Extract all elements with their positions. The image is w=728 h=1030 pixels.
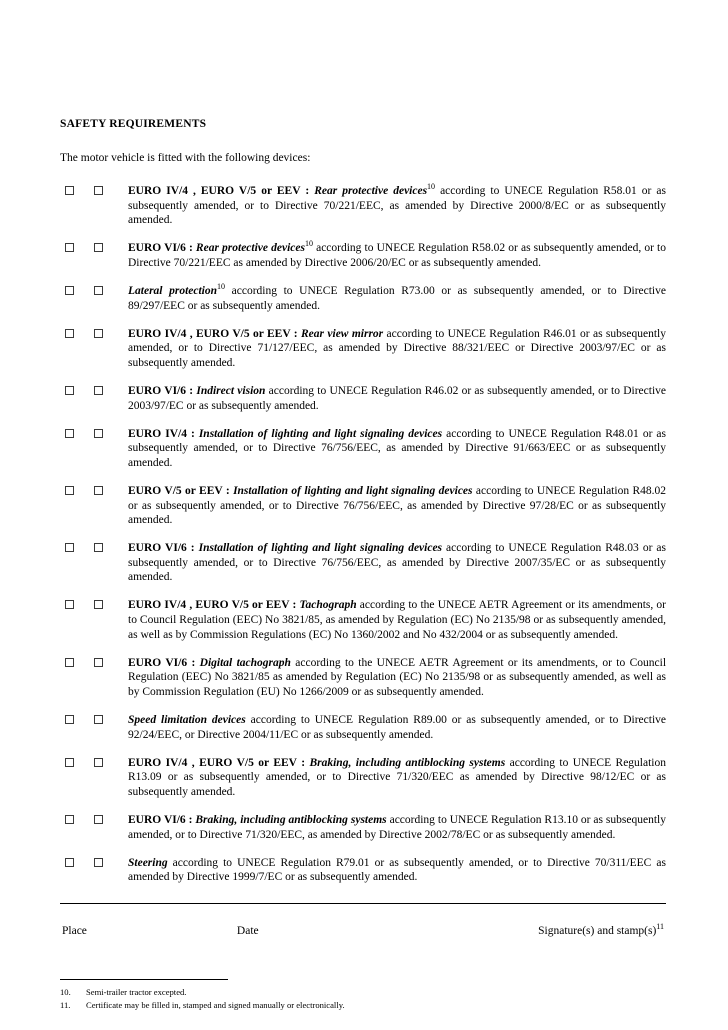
checkbox-icon[interactable] bbox=[94, 186, 103, 195]
requirement-device-name: Lateral protection bbox=[128, 284, 218, 297]
requirement-body: according to the UNECE AETR Agreement or its amendments, or to Council Regulation (EEC) No 3821/85, as amended by Regulation (EC) No 2135/98 or as subsequently amended, as well as by Commission Regulations (EC) No 1360/2002 and No 432/2004 or as subsequently amended. bbox=[128, 599, 667, 641]
footnote bbox=[60, 999, 666, 1012]
requirement-item bbox=[60, 813, 666, 842]
footnote-text: Semi-trailer tractor excepted. bbox=[86, 986, 187, 997]
requirement-device-name: Braking, including antiblocking systems bbox=[309, 756, 506, 769]
requirement-device-name: Installation of lighting and light signaling devices bbox=[198, 542, 443, 555]
requirement-body: according to UNECE Regulation R48.03 or as subsequently amended, or to Directive 76/756/EEC, as amended by Directive 2007/35/EC or as subsequently amended. bbox=[128, 542, 667, 584]
requirement-item bbox=[60, 713, 666, 742]
footnotes bbox=[60, 986, 666, 1012]
requirement-item bbox=[60, 384, 666, 413]
footnote-text: Certificate may be filled in, stamped and signed manually or electronically. bbox=[86, 999, 345, 1010]
footnote-number: 10. bbox=[60, 986, 71, 997]
footnote-ref: 10 bbox=[304, 239, 313, 249]
requirement-text bbox=[128, 713, 666, 742]
requirement-text bbox=[128, 756, 666, 800]
requirement-lead: EURO VI/6 : bbox=[128, 542, 199, 555]
requirement-device-name: Installation of lighting and light signaling devices bbox=[233, 484, 473, 497]
checkbox-icon[interactable] bbox=[94, 243, 103, 252]
requirement-body: according to UNECE Regulation R46.02 or as subsequently amended, or to Directive 2003/97/EC or as subsequently amended. bbox=[128, 384, 667, 412]
checkbox-icon[interactable] bbox=[65, 329, 74, 338]
requirement-text bbox=[128, 813, 666, 842]
requirement-body: according to UNECE Regulation R73.00 or as subsequently amended, or to Directive 89/297/EEC or as subsequently amended. bbox=[128, 284, 666, 312]
requirement-text bbox=[128, 427, 666, 471]
requirement-item bbox=[60, 327, 666, 371]
requirement-text bbox=[128, 541, 666, 585]
checkbox-group bbox=[60, 756, 103, 767]
requirement-device-name: Steering bbox=[128, 856, 168, 869]
requirement-lead: EURO VI/6 : bbox=[128, 384, 197, 397]
requirement-lead: EURO IV/4 , EURO V/5 or EEV : bbox=[128, 185, 315, 197]
requirement-body: according to UNECE Regulation R58.02 or as subsequently amended, or to Directive 70/221/EEC as amended by Directive 2006/20/EC or as subsequently amended. bbox=[128, 242, 666, 269]
checkbox-group bbox=[60, 813, 103, 824]
checkbox-icon[interactable] bbox=[94, 600, 103, 609]
requirement-lead: EURO VI/6 : bbox=[128, 814, 196, 826]
checkbox-icon[interactable] bbox=[65, 658, 74, 667]
footnote-divider bbox=[60, 979, 228, 980]
requirement-device-name: Braking, including antiblocking systems bbox=[195, 814, 387, 826]
footnote-ref: 10 bbox=[217, 282, 226, 292]
checkbox-icon[interactable] bbox=[65, 858, 74, 867]
requirement-item bbox=[60, 184, 666, 228]
requirement-text bbox=[128, 184, 666, 228]
checkbox-icon[interactable] bbox=[94, 429, 103, 438]
requirement-device-name: Installation of lighting and light signaling devices bbox=[198, 427, 443, 440]
checkbox-icon[interactable] bbox=[94, 543, 103, 552]
checkbox-group bbox=[60, 856, 103, 867]
checkbox-icon[interactable] bbox=[65, 486, 74, 495]
checkbox-icon[interactable] bbox=[94, 486, 103, 495]
requirement-body: according to UNECE Regulation R46.01 or as subsequently amended, or to Directive 71/127/EEC, as amended by Directive 88/321/EEC or Directive 2003/97/EC or as subsequently amended. bbox=[128, 327, 666, 369]
requirement-body: according to UNECE Regulation R58.01 or as subsequently amended, or to Directive 70/221/EEC, as amended by Directive 2000/8/EC or as subsequently amended. bbox=[128, 185, 666, 227]
requirement-text bbox=[128, 484, 666, 528]
requirement-lead: EURO VI/6 : bbox=[128, 242, 196, 255]
checkbox-icon[interactable] bbox=[94, 286, 103, 295]
requirement-body: according to UNECE Regulation R48.01 or as subsequently amended, or to Directive 76/756/EEC, as amended by Directive 91/663/EEC or as subsequently amended. bbox=[128, 427, 666, 469]
place-label: Place bbox=[62, 924, 87, 937]
section-divider bbox=[60, 903, 666, 904]
footnote-number: 11. bbox=[60, 999, 71, 1010]
checkbox-icon[interactable] bbox=[94, 815, 103, 824]
requirement-item bbox=[60, 856, 666, 885]
requirement-lead: EURO IV/4 : bbox=[128, 427, 199, 440]
requirement-item bbox=[60, 484, 666, 528]
requirement-lead: EURO IV/4 , EURO V/5 or EEV : bbox=[128, 327, 302, 340]
requirement-item bbox=[60, 541, 666, 585]
requirement-text bbox=[128, 598, 666, 642]
requirement-text bbox=[128, 656, 666, 700]
checkbox-group bbox=[60, 713, 103, 724]
checkbox-group bbox=[60, 184, 103, 195]
requirement-lead: EURO VI/6 : bbox=[128, 656, 200, 669]
checkbox-icon[interactable] bbox=[65, 243, 74, 252]
requirement-lead: EURO V/5 or EEV : bbox=[128, 484, 234, 497]
requirement-item bbox=[60, 241, 666, 270]
page-title: SAFETY REQUIREMENTS bbox=[60, 118, 207, 130]
checkbox-icon[interactable] bbox=[65, 600, 74, 609]
checkbox-group bbox=[60, 541, 103, 552]
footnote bbox=[60, 986, 666, 999]
footnote-ref: 10 bbox=[427, 182, 436, 192]
requirement-body: according to UNECE Regulation R48.02 or as subsequently amended, or to Directive 76/756/EEC, as amended by Directive 97/28/EC or as subsequently amended. bbox=[128, 484, 666, 527]
requirement-text bbox=[128, 241, 666, 270]
requirement-text bbox=[128, 327, 666, 371]
requirement-item bbox=[60, 656, 666, 700]
checkbox-icon[interactable] bbox=[94, 758, 103, 767]
checkbox-icon[interactable] bbox=[65, 186, 74, 195]
requirement-item bbox=[60, 598, 666, 642]
checkbox-group bbox=[60, 598, 103, 609]
checkbox-icon[interactable] bbox=[65, 429, 74, 438]
requirement-body: according to UNECE Regulation R89.00 or as subsequently amended, or to Directive 92/24/EEC, or Directive 2004/11/EC or as subsequently amended. bbox=[128, 714, 666, 741]
requirement-device-name: Speed limitation devices bbox=[128, 714, 246, 727]
checkbox-icon[interactable] bbox=[65, 815, 74, 824]
checkbox-icon[interactable] bbox=[94, 329, 103, 338]
requirement-body: according to UNECE Regulation R13.10 or as subsequently amended, or to Directive 71/320/EEC, as amended by Directive 2002/78/EC or as subsequently amended. bbox=[128, 814, 666, 841]
requirements-list bbox=[60, 184, 666, 885]
checkbox-icon[interactable] bbox=[94, 715, 103, 724]
requirement-item bbox=[60, 427, 666, 471]
checkbox-icon[interactable] bbox=[65, 286, 74, 295]
signature-footnote-ref: 11 bbox=[656, 922, 664, 932]
checkbox-group bbox=[60, 484, 103, 495]
checkbox-group bbox=[60, 284, 103, 295]
checkbox-icon[interactable] bbox=[65, 758, 74, 767]
signature-label-text: Signature(s) and stamp(s) bbox=[538, 924, 657, 937]
requirement-device-name: Rear protective devices bbox=[195, 242, 305, 255]
requirement-text bbox=[128, 384, 666, 413]
requirement-item bbox=[60, 284, 666, 313]
checkbox-icon[interactable] bbox=[65, 543, 74, 552]
requirement-device-name: Indirect vision bbox=[196, 384, 266, 397]
checkbox-icon[interactable] bbox=[65, 715, 74, 724]
checkbox-group bbox=[60, 384, 103, 395]
date-label: Date bbox=[236, 924, 259, 937]
checkbox-icon[interactable] bbox=[65, 386, 74, 395]
intro-text: The motor vehicle is fitted with the following devices: bbox=[60, 152, 311, 164]
requirement-device-name: Digital tachograph bbox=[199, 656, 291, 669]
requirement-body: according to UNECE Regulation R79.01 or as subsequently amended, or to Directive 70/311/EEC as amended by Directive 1999/7/EC or as subsequently amended. bbox=[128, 856, 666, 884]
checkbox-group bbox=[60, 327, 103, 338]
checkbox-icon[interactable] bbox=[94, 386, 103, 395]
requirement-body: according to the UNECE AETR Agreement or its amendments, or to Council Regulation (EEC) No 3821/85 as amended by Regulation (EC) No 2135/98 or as subsequently amended, as well as by Commission Regulation (EU) No 1266/2009 or as subsequently amended. bbox=[128, 656, 667, 698]
checkbox-icon[interactable] bbox=[94, 658, 103, 667]
requirement-body: according to UNECE Regulation R13.09 or as subsequently amended, or to Directive 71/320/EEC as amended by Directive 98/12/EC or as subsequently amended. bbox=[128, 756, 666, 798]
checkbox-group bbox=[60, 656, 103, 667]
requirement-item bbox=[60, 756, 666, 800]
requirement-text bbox=[128, 284, 666, 313]
signature-label bbox=[538, 922, 664, 937]
requirement-device-name: Tachograph bbox=[299, 599, 357, 612]
requirement-lead: EURO IV/4 , EURO V/5 or EEV : bbox=[128, 599, 300, 612]
signature-row bbox=[60, 922, 666, 937]
requirement-device-name: Rear protective devices bbox=[314, 185, 428, 197]
requirement-device-name: Rear view mirror bbox=[301, 327, 384, 340]
requirement-lead: EURO IV/4 , EURO V/5 or EEV : bbox=[128, 756, 310, 769]
checkbox-group bbox=[60, 241, 103, 252]
checkbox-group bbox=[60, 427, 103, 438]
requirement-text bbox=[128, 856, 666, 885]
checkbox-icon[interactable] bbox=[94, 858, 103, 867]
